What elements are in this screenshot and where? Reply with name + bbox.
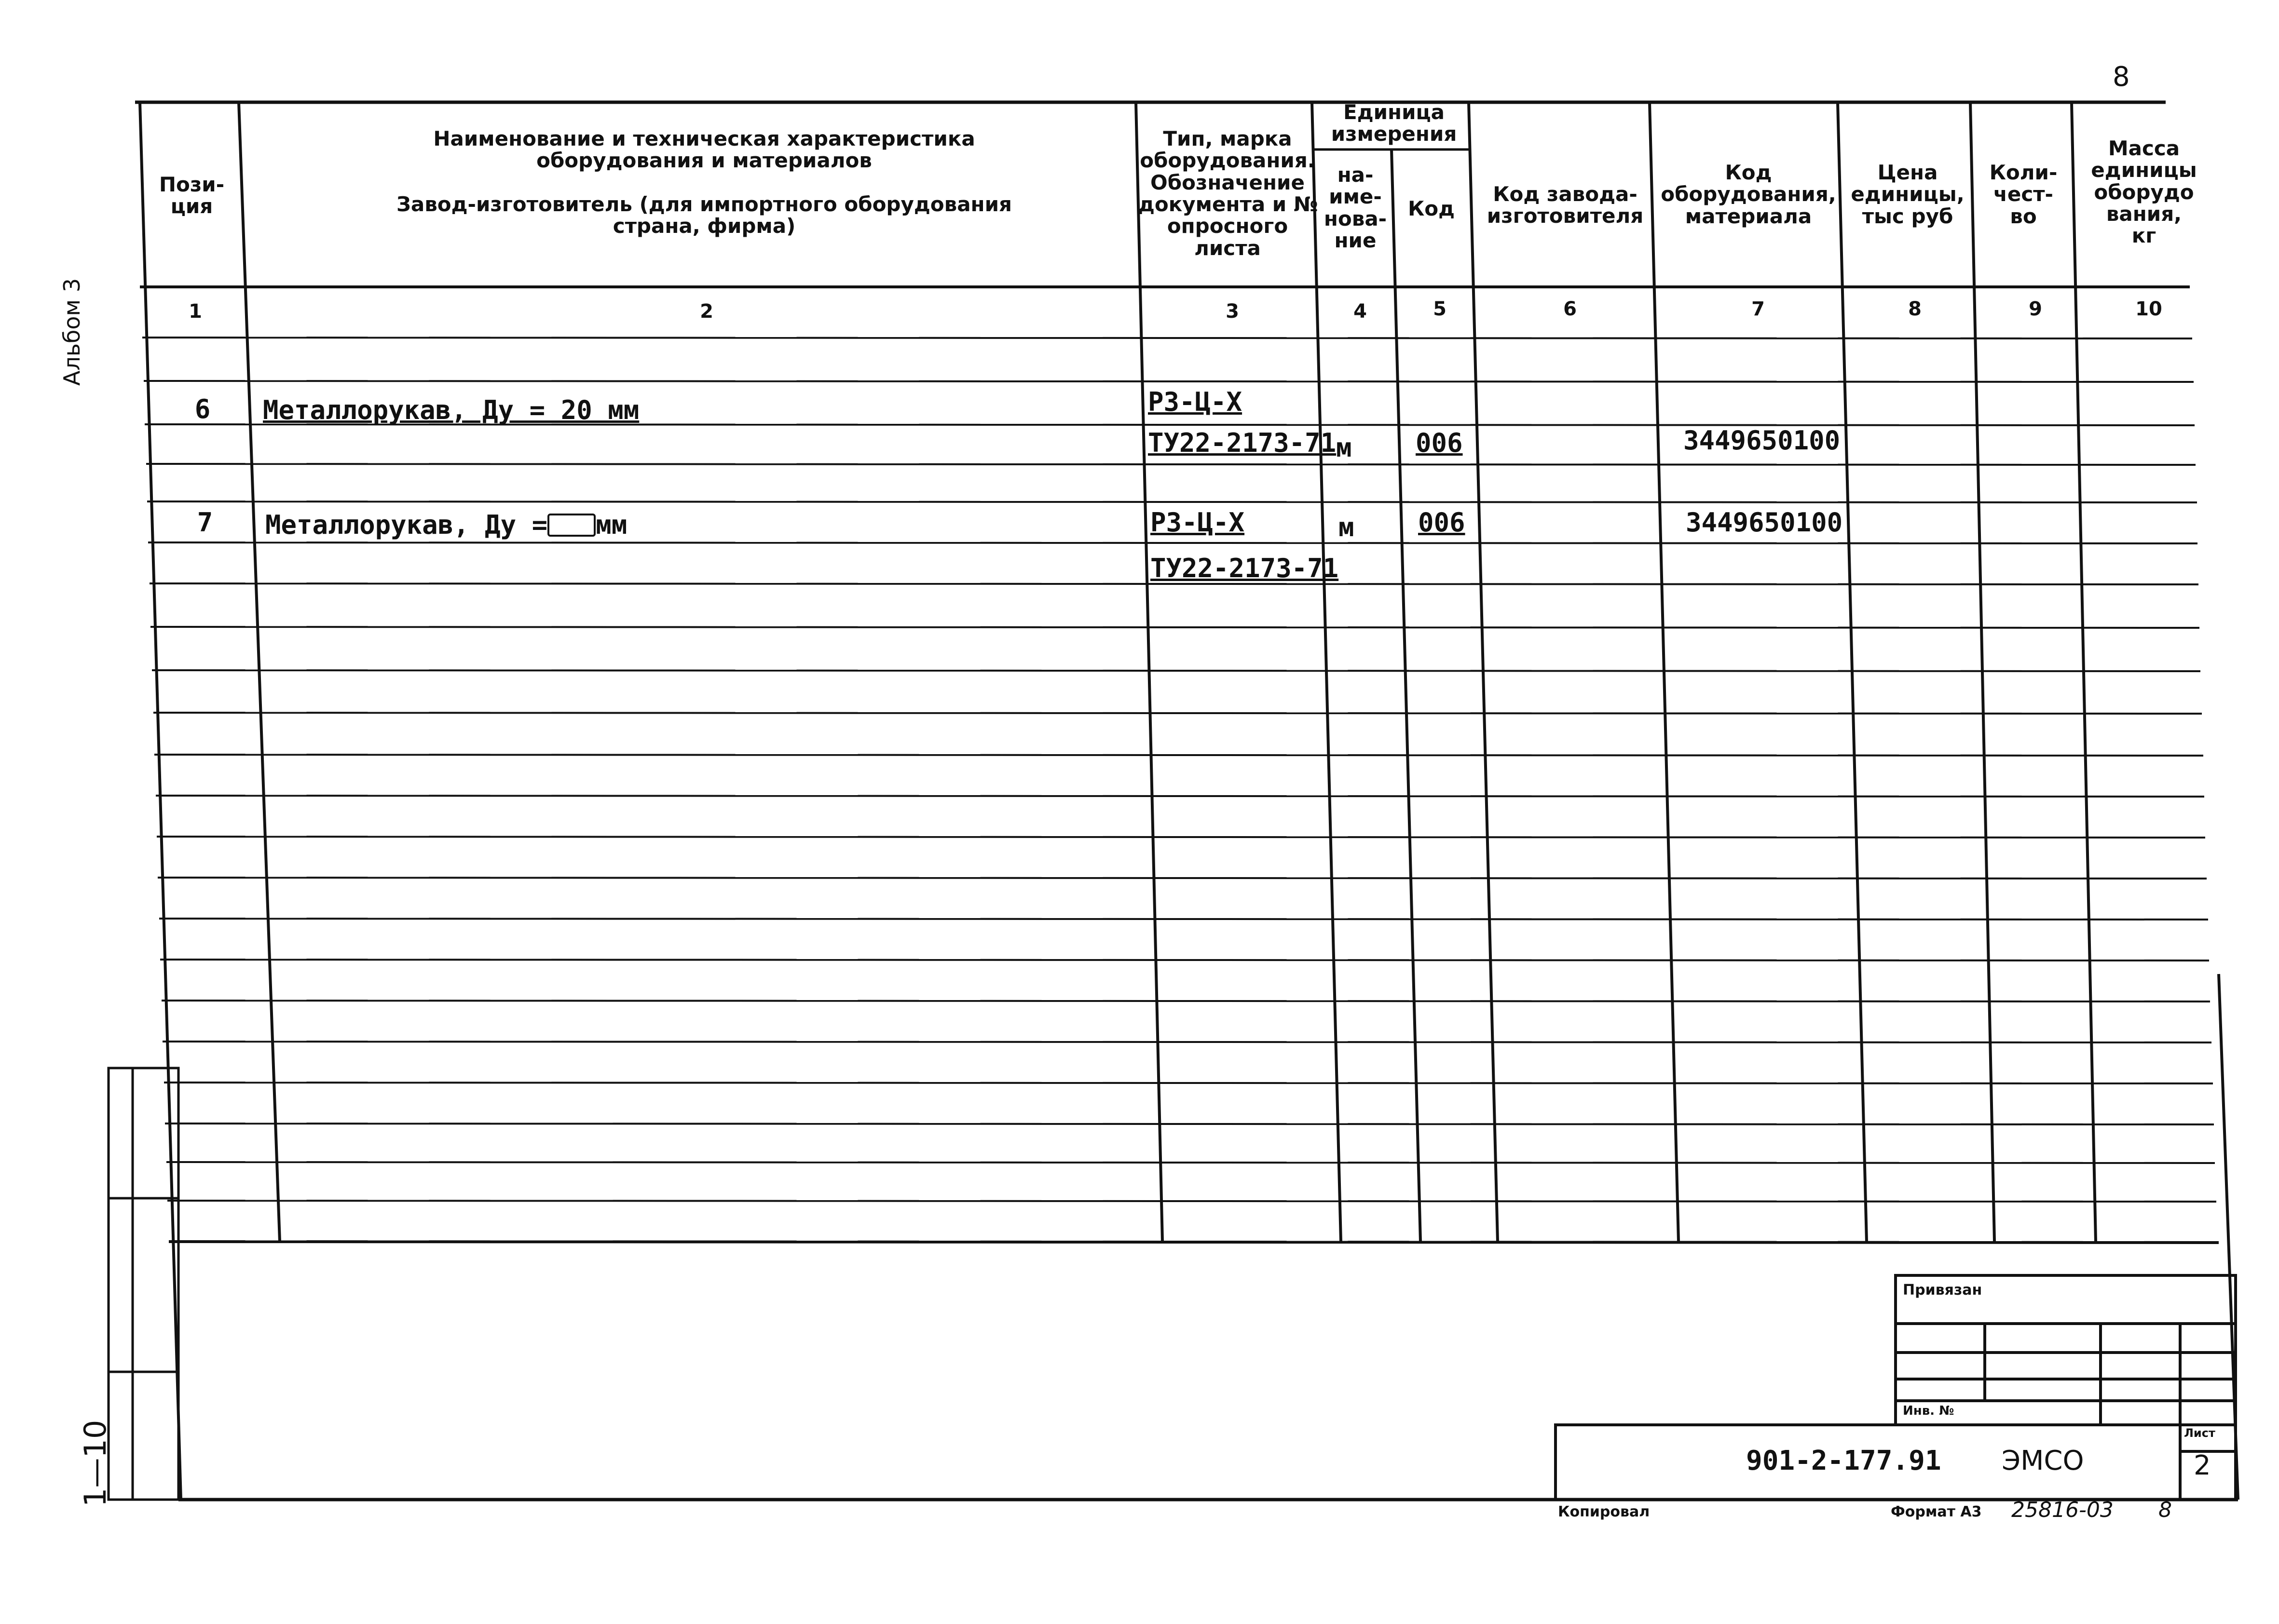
table-row-type-line2: ТУ22-2173-71 [1148,428,1337,458]
header-unit-code: Код [1407,197,1455,220]
footer-format-label: Формат А3 [1891,1503,1982,1520]
table-row-position: 6 [194,394,211,424]
document-name: ЭМСО [2002,1445,2084,1476]
stamp-inventory-label: Инв. № [1903,1404,1954,1418]
document-code: 901-2-177.91 [1746,1445,1941,1476]
column-number-6: 6 [1563,298,1577,320]
footer-copied-label: Копировал [1558,1503,1650,1520]
column-number-2: 2 [700,300,713,323]
table-row-type-line2: ТУ22-2173-71 [1150,553,1339,583]
table-row-position: 7 [197,507,213,538]
footer-code: 25816-03 [2011,1498,2114,1522]
header-price: Цена единицы, тыс руб [1851,161,1965,228]
column-number-1: 1 [189,300,202,323]
table-row-name: Металлорукав, Ду = 20 мм [263,395,640,425]
table-row-equipment-code: 3449650100 [1686,507,1843,538]
table-row-unit: м [1336,433,1352,463]
header-type: Тип, марка оборудования. Обозначение документа и № опросного листа [1138,127,1318,260]
column-number-5: 5 [1433,298,1447,320]
table-row-name [265,511,627,539]
table-row-type-line1: РЗ-Ц-Х [1148,387,1242,417]
margin-range-label: 1—10 [78,1420,113,1507]
header-quantity: Коли- чест- во [1989,161,2058,228]
column-number-4: 4 [1353,300,1367,323]
column-number-3: 3 [1226,300,1239,323]
header-mass: Масса единицы оборудо вания, кг [2091,136,2197,248]
blank-value-box [547,514,596,537]
table-row-equipment-code: 3449650100 [1683,425,1841,456]
column-number-10: 10 [2135,298,2162,320]
header-position: Пози- ция [159,173,225,218]
table-row-name-prefix: Металлорукав, Ду = [265,510,548,540]
table-row-type-line1: РЗ-Ц-Х [1150,507,1245,538]
table-row-unit: м [1338,512,1354,542]
header-unit-name: на- име- нова- ние [1324,163,1387,253]
column-number-9: 9 [2029,298,2042,320]
column-number-8: 8 [1908,298,1922,320]
page-number: 8 [2113,61,2130,93]
footer-page: 8 [2158,1498,2172,1522]
header-unit-group: Единица измерения [1331,100,1457,146]
column-number-7: 7 [1751,298,1765,320]
table-row-name-suffix: мм [596,510,628,540]
sheet-label: Лист [2184,1426,2215,1440]
album-label: Альбом 3 [59,278,85,386]
header-name: Наименование и техническая характеристика оборудования и материалов Завод-изготовитель (для импортного оборудования страна, фирма) [396,127,1012,238]
header-factory-code: Код завода- изготовителя [1487,182,1644,228]
header-equipment-code: Код оборудования, материала [1661,161,1836,228]
table-row-code: 006 [1418,507,1465,538]
table-row-code: 006 [1416,428,1463,458]
stamp-attached-label: Привязан [1903,1282,1982,1299]
sheet-number: 2 [2194,1450,2211,1481]
